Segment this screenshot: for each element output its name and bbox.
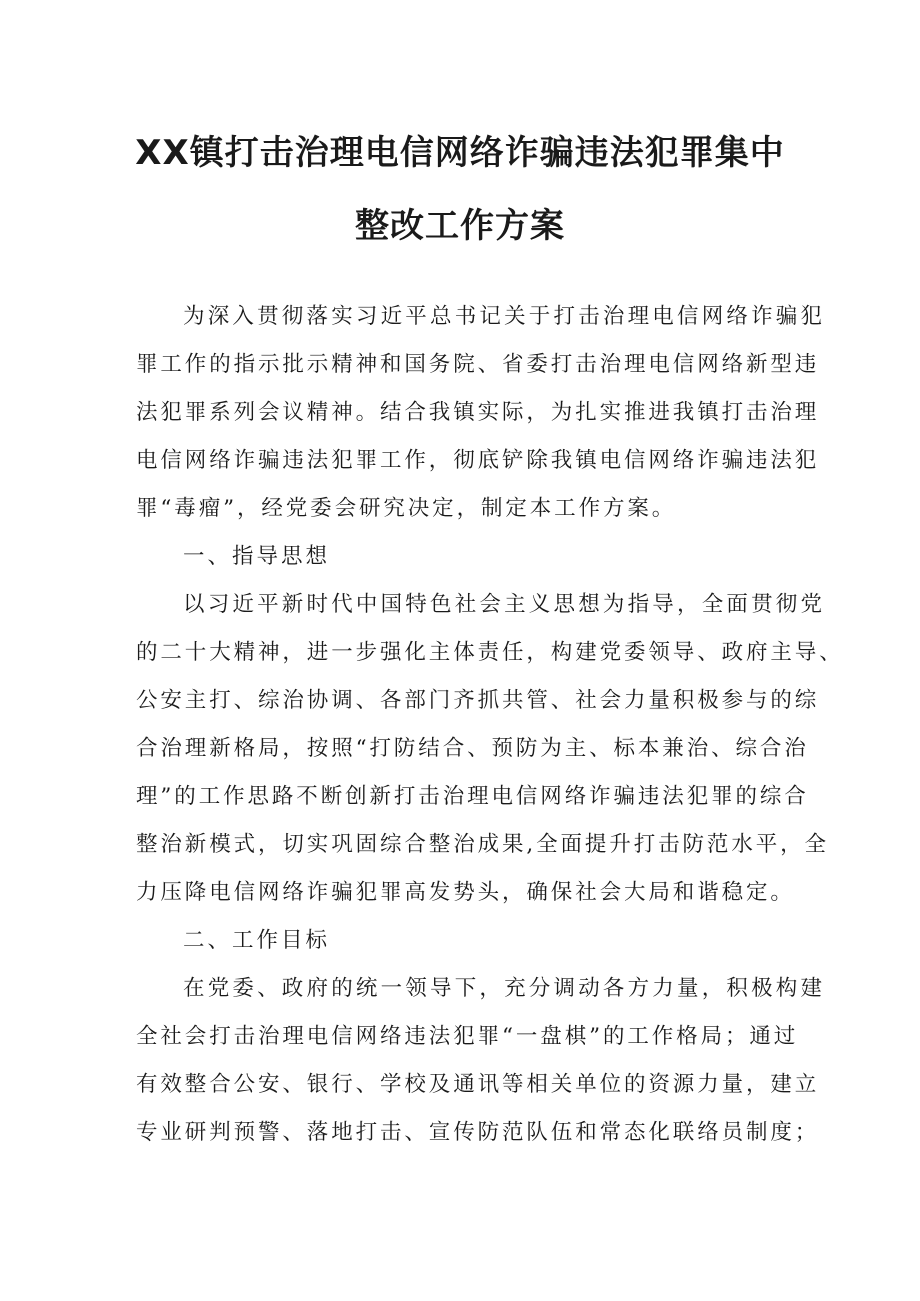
paragraph-line: 为深入贯彻落实习近平总书记关于打击治理电信网络诈骗犯 (183, 304, 826, 329)
document-title-line-1: XX镇打击治理电信网络诈骗违法犯罪集中 (135, 133, 785, 173)
paragraph-line: 理”的工作思路不断创新打击治理电信网络诈骗违法犯罪的综合 (136, 784, 809, 809)
paragraph-line: 全社会打击治理电信网络违法犯罪“一盘棋”的工作格局；通过 (136, 1024, 799, 1049)
paragraph-line: 在党委、政府的统一领导下，充分调动各方力量，积极构建 (183, 976, 826, 1001)
paragraph-line: 以习近平新时代中国特色社会主义思想为指导，全面贯彻党 (183, 592, 826, 617)
document-title-line-2: 整改工作方案 (355, 206, 565, 246)
paragraph-line: 电信网络诈骗违法犯罪工作，彻底铲除我镇电信网络诈骗违法犯 (136, 448, 820, 473)
section-heading: 二、工作目标 (183, 928, 331, 953)
paragraph-line: 力压降电信网络诈骗犯罪高发势头，确保社会大局和谐稳定。 (136, 880, 795, 905)
paragraph-line: 法犯罪系列会议精神。结合我镇实际，为扎实推进我镇打击治理 (136, 400, 820, 425)
paragraph-line: 有效整合公安、银行、学校及通讯等相关单位的资源力量，建立 (136, 1072, 820, 1097)
paragraph-line: 合治理新格局，按照“打防结合、预防为主、标本兼治、综合治 (136, 736, 809, 761)
paragraph-line: 的二十大精神，进一步强化主体责任，构建党委领导、政府主导、 (136, 640, 844, 665)
paragraph-line: 罪工作的指示批示精神和国务院、省委打击治理电信网络新型违 (136, 352, 820, 377)
paragraph-line: 整治新模式，切实巩固综合整治成果,全面提升打击防范水平，全 (136, 832, 829, 857)
paragraph-line: 公安主打、综治协调、各部门齐抓共管、社会力量积极参与的综 (136, 688, 820, 713)
section-heading: 一、指导思想 (183, 544, 331, 569)
paragraph-line: 专业研判预警、落地打击、宣传防范队伍和常态化联络员制度； (136, 1120, 820, 1145)
paragraph-line: 罪“毒瘤”，经党委会研究决定，制定本工作方案。 (136, 496, 677, 521)
